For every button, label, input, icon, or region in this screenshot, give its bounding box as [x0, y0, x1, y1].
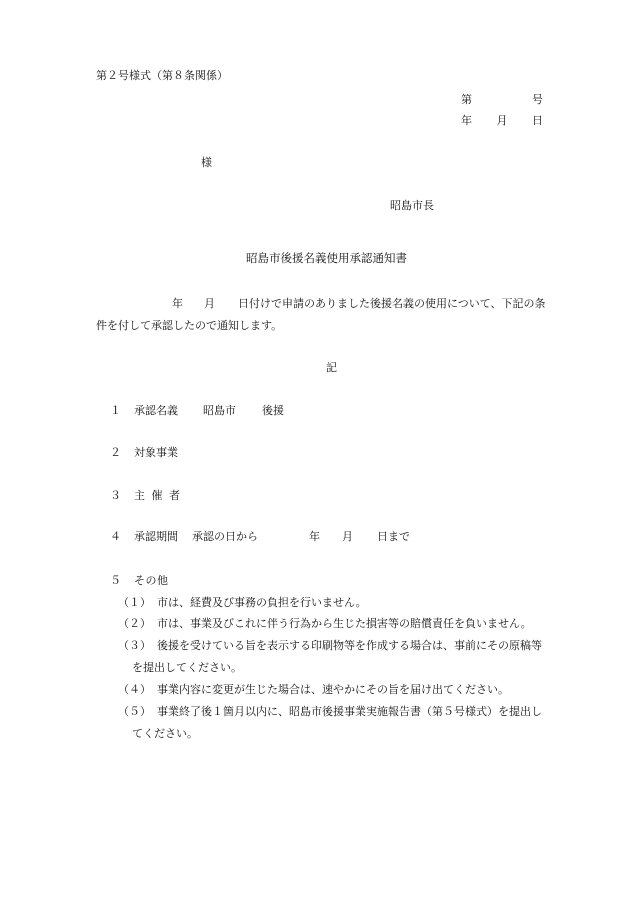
date-day: 日	[532, 114, 543, 127]
issue-date	[461, 112, 543, 128]
item-5-number: ５	[110, 574, 121, 587]
body-year: 年	[172, 297, 183, 310]
item-5-char-1: そ	[134, 574, 145, 587]
condition-1-text: 市は、経費及び事務の負担を行いません。	[157, 596, 367, 609]
condition-4-text: 事業内容に変更が生じた場合は、速やかにその旨を届け出てください。	[157, 683, 509, 696]
item-5-label	[134, 572, 168, 588]
item-3-label	[134, 487, 180, 503]
condition-1-number: （１）	[118, 596, 151, 609]
body-line-2: 件を付して承認したので通知します。	[96, 319, 283, 332]
form-label: 第２号様式（第８条関係）	[96, 69, 228, 82]
document-title: 昭島市後援名義使用承認通知書	[246, 251, 407, 265]
item-1-number: １	[110, 404, 121, 417]
item-3-char-3: 者	[169, 489, 180, 502]
date-year: 年	[461, 114, 472, 127]
ki-heading: 記	[326, 361, 337, 374]
sender-name: 昭島市長	[390, 199, 434, 212]
item-4-from: 承認の日から	[192, 530, 258, 543]
addressee-suffix: 様	[201, 156, 212, 169]
condition-4-number: （４）	[118, 683, 151, 696]
condition-5-number: （５）	[118, 705, 151, 718]
condition-5-continuation: てください。	[132, 727, 198, 740]
item-1-label: 承認名義	[134, 404, 178, 417]
number-suffix: 号	[532, 93, 543, 106]
item-4-month: 月	[342, 530, 353, 543]
condition-3-text: 後援を受けている旨を表示する印刷物等を作成する場合は、事前にその原稿等	[157, 639, 542, 652]
document-number	[461, 91, 543, 107]
item-2-label: 対象事業	[134, 446, 178, 459]
item-3-char-1: 主	[134, 489, 145, 502]
item-5-char-3: 他	[157, 574, 168, 587]
condition-2-text: 市は、事業及びこれに伴う行為から生じた損害等の賠償責任を負いません。	[157, 617, 532, 630]
condition-5-text: 事業終了後１箇月以内に、昭島市後援事業実施報告書（第５号様式）を提出し	[157, 705, 542, 718]
item-1-value-city: 昭島市	[203, 404, 236, 417]
item-5-char-2: の	[145, 574, 157, 587]
item-4-number: ４	[110, 530, 121, 543]
item-4-label: 承認期間	[134, 530, 178, 543]
item-4-until: 日まで	[377, 530, 410, 543]
item-4-year: 年	[309, 530, 320, 543]
date-month: 月	[496, 114, 508, 127]
item-1-value-support: 後援	[262, 404, 284, 417]
condition-3-number: （３）	[118, 639, 151, 652]
item-3-char-2: 催	[151, 489, 163, 502]
condition-3-continuation: を提出してください。	[132, 661, 242, 674]
number-prefix: 第	[461, 93, 472, 106]
item-2-number: ２	[110, 446, 121, 459]
body-line-1: 日付けで申請のありました後援名義の使用について、下記の条	[238, 297, 546, 310]
item-3-number: ３	[110, 489, 121, 502]
body-month: 月	[204, 297, 215, 310]
condition-2-number: （２）	[118, 617, 151, 630]
